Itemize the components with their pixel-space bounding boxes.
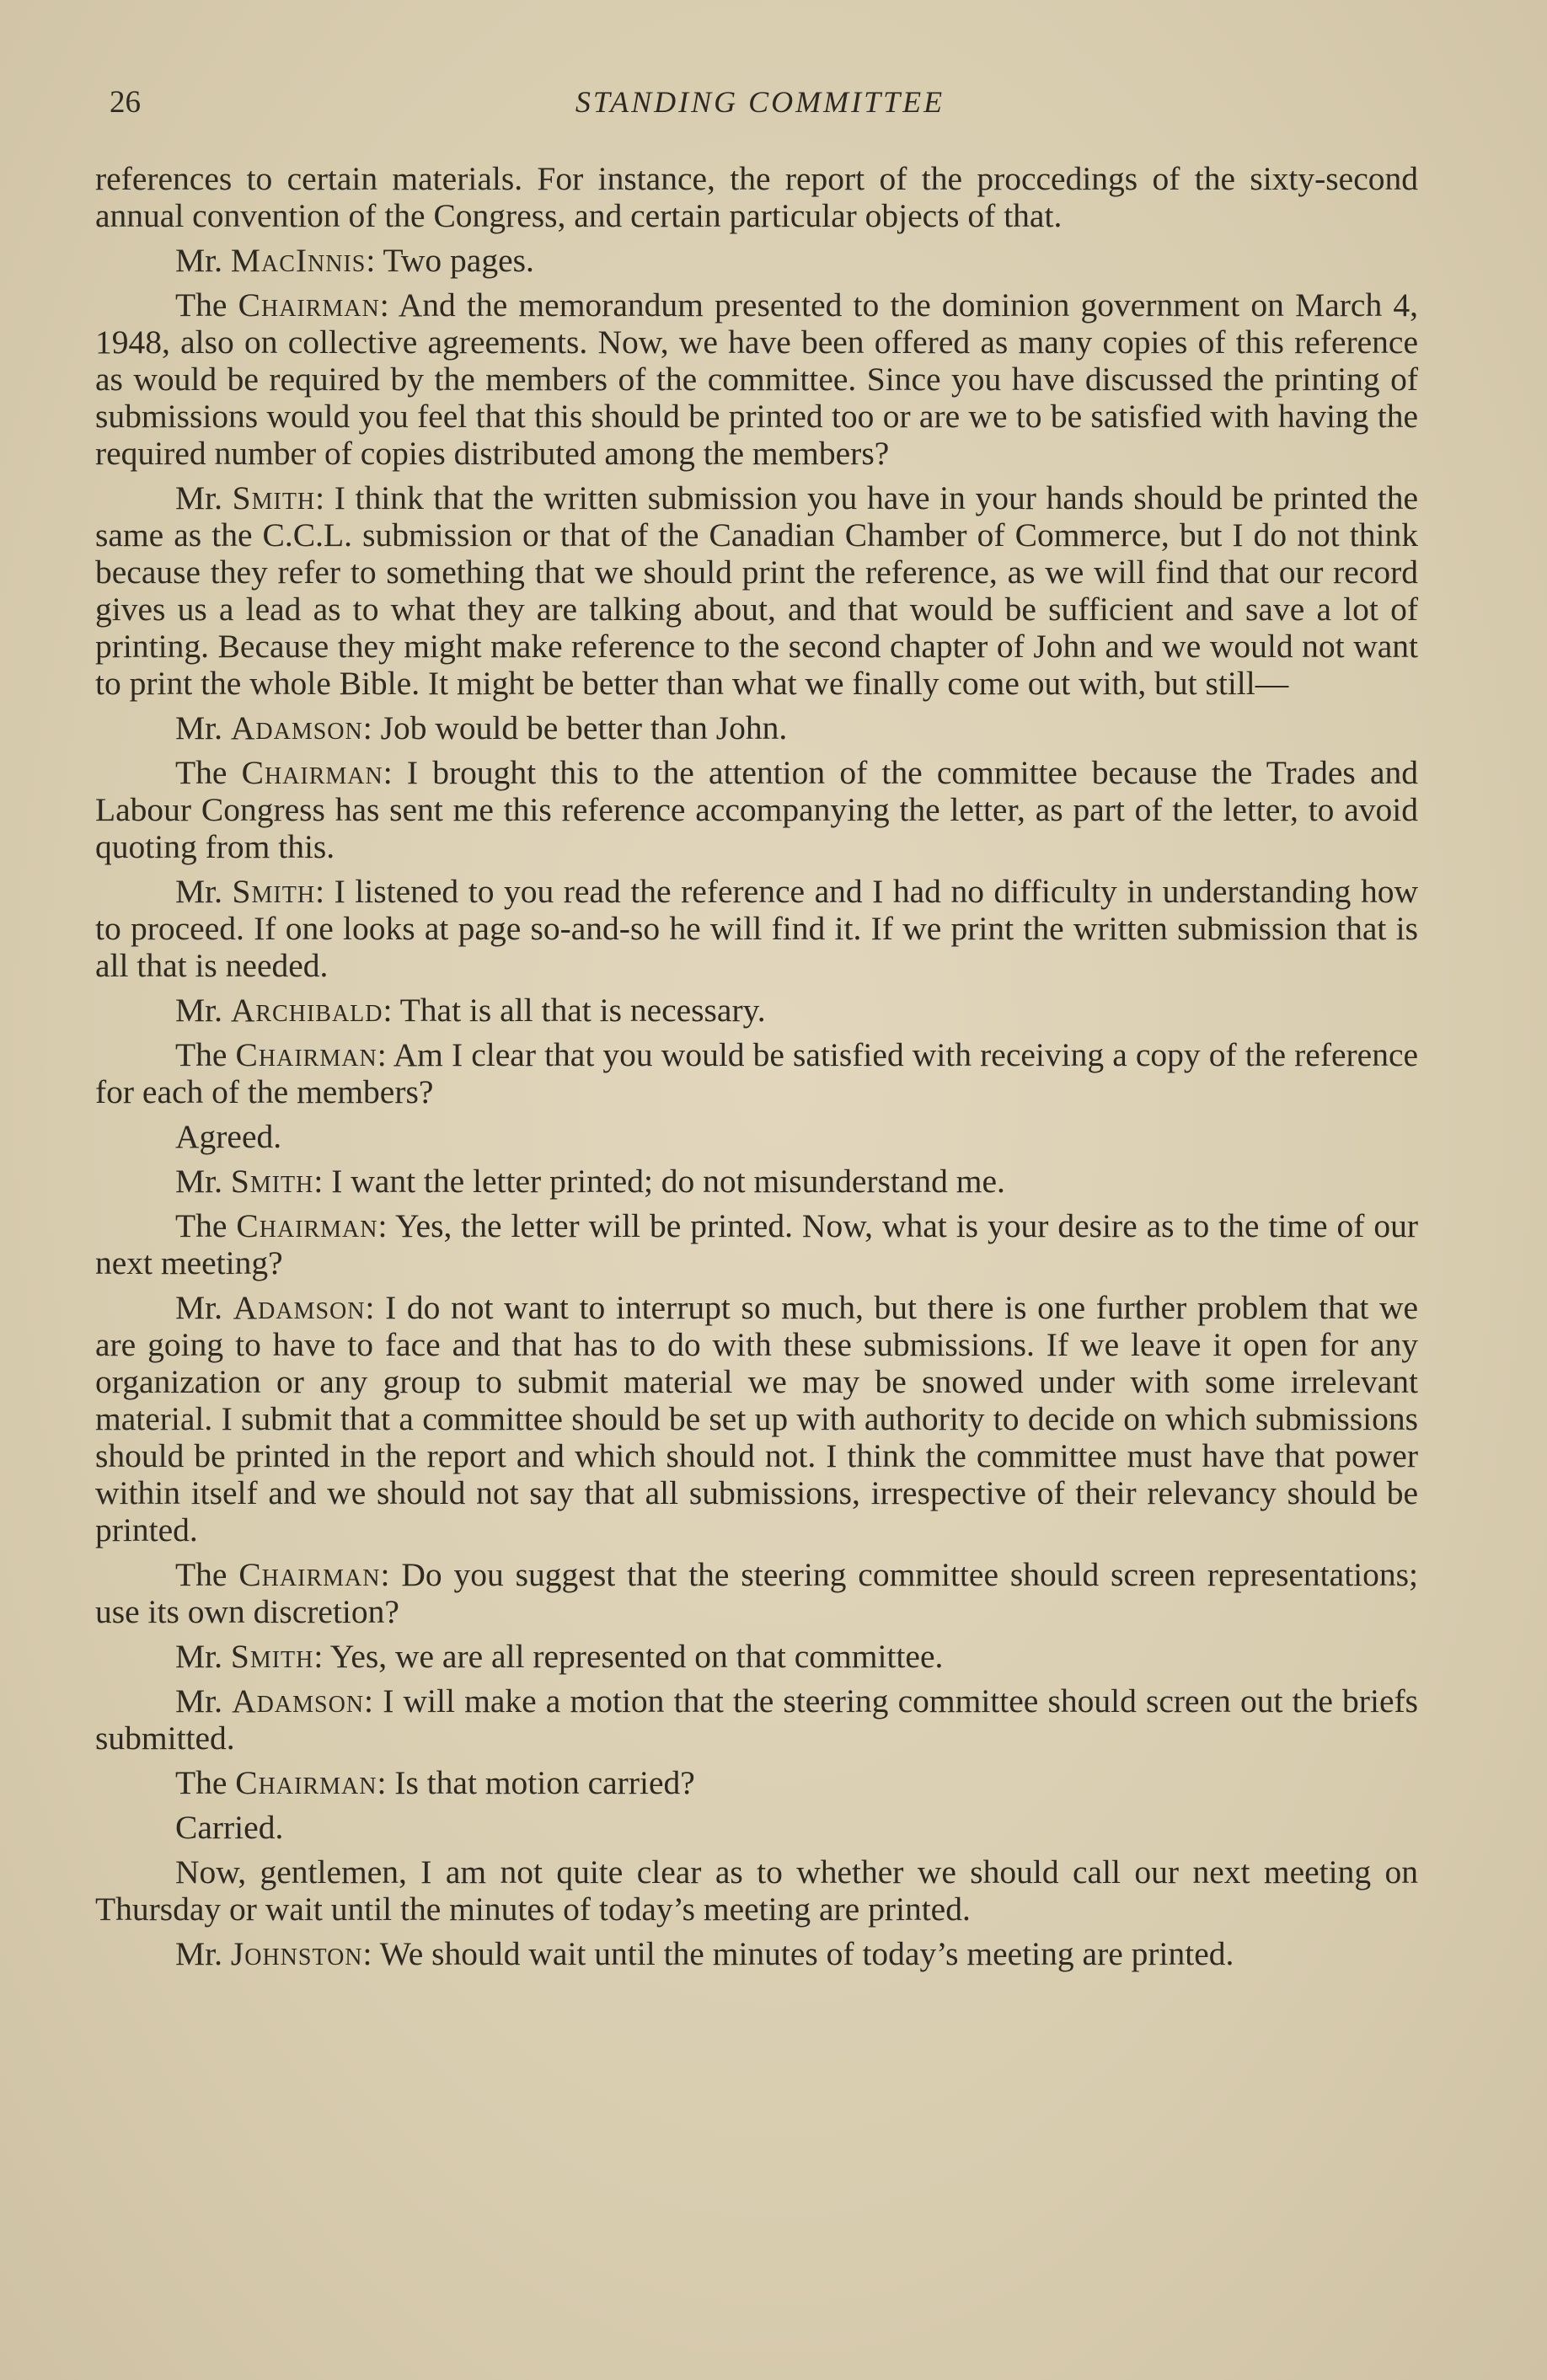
running-head: STANDING COMMITTEE [575,85,945,119]
paragraph: The Chairman: Do you suggest that the steering committee should screen representations; use its own discretion? [95,1556,1418,1630]
speaker-title: Mr. [175,479,222,516]
speaker-name: Archibald [230,992,383,1029]
paragraph: Mr. Smith: Yes, we are all represented on that committee. [175,1638,944,1675]
speaker-title: Mr. [175,1935,222,1972]
paragraph-text: Two pages. [383,242,534,279]
paragraph-text: I want the letter printed; do not misunderstand me. [331,1163,1005,1200]
speaker-title: Mr. [175,992,222,1029]
paragraph: Mr. Smith: I think that the written submission you have in your hands should be printed the same as the C.C.L. submission or that of the Canadian Chamber of Commerce, but I do not think because they refer to something that we should print the reference, as we will find that our record gives us a lead as to what they are talking about, and that would be sufficient and save a lot of printing. Because they might make reference to the second chapter of John and we would not want to print the whole Bible. It might be better than what we finally come out with, but still— [95,479,1418,702]
speaker-name: Smith [232,873,316,910]
speaker-title: The [175,1556,228,1593]
paragraph-text: Job would be better than John. [380,709,788,746]
paragraph-text: That is all that is necessary. [399,992,766,1029]
page-number: 26 [110,85,141,120]
paragraph [95,160,1418,234]
speaker-name: Chairman [241,754,383,791]
paragraph-text: Do you suggest that the steering committee should screen representations; use its own discretion? [95,1556,1418,1630]
speaker-name: MacInnis [230,242,367,279]
paragraph [95,1809,1418,1846]
paragraph [95,1118,1418,1155]
paragraph: The Chairman: And the memorandum presented to the dominion government on March 4, 1948, also on collective agreements. Now, we have been offered as many copies of this reference as would be required by the members of the committee. Since you have discussed the printing of submissions would you feel that this should be printed too or are we to be satisfied with having the required number of copies distributed among the members? [95,286,1419,472]
paragraph-text: Yes, the letter will be printed. Now, what is your desire as to the time of our next meeting? [95,1207,1419,1281]
paragraph-text: Is that motion carried? [394,1764,695,1801]
paragraph-text: Agreed. [175,1118,282,1155]
paragraph-text: I will make a motion that the steering committee should screen out the briefs submitted. [95,1682,1418,1757]
paragraph: The Chairman: I brought this to the attention of the committee because the Trades and Labour Congress has sent me this reference accompanying the letter, as part of the letter, to avoid quoting from this. [95,754,1418,865]
paragraph: The Chairman: Am I clear that you would be satisfied with receiving a copy of the reference for each of the members? [95,1036,1419,1110]
speaker-name: Johnston [230,1935,363,1972]
paragraph-text: And the memorandum presented to the dominion government on March 4, 1948, also on collective agreements. Now, we have been offered as many copies of this reference as would be required by the members of the committee. Since you have discussed the printing of submissions would you feel that this should be printed too or are we to be satisfied with having the required number of copies distributed among the members? [95,286,1419,472]
speaker-title: The [175,1036,228,1073]
paragraph-text: I think that the written submission you have in your hands should be printed the same as the C.C.L. submission or that of the Canadian Chamber of Commerce, but I do not think because they refer to something that we should print the reference, as we will find that our record gives us a lead as to what they are talking about, and that would be sufficient and save a lot of printing. Because they might make reference to the second chapter of John and we would not want to print the whole Bible. It might be better than what we finally come out with, but still— [95,479,1418,702]
speaker-name: Chairman [235,1764,377,1801]
speaker-title: Mr. [175,242,222,279]
speaker-title: The [175,1764,228,1801]
speaker-title: Mr. [175,1682,222,1719]
paragraph-text: references to certain materials. For instance, the report of the proccedings of the sixty-second annual convention of the Congress, and certain particular objects of that. [95,160,1418,234]
speaker-name: Smith [230,1163,314,1200]
speaker-name: Chairman [238,1556,381,1593]
paragraph-text: Yes, we are all represented on that committee. [329,1638,944,1675]
paragraph-text: I listened to you read the reference and I had no difficulty in understanding how to proceed. If one looks at page so-and-so he will find it. If we print the written submission that is all that is needed. [95,873,1418,984]
paragraph: Mr. Archibald: That is all that is necessary. [175,992,766,1029]
speaker-title: The [175,1207,228,1244]
speaker-name: Chairman [238,286,380,324]
speaker-name: Adamson [233,1289,366,1326]
speaker-name: Smith [230,1638,314,1675]
speaker-name: Adamson [230,709,363,746]
speaker-title: Mr. [175,873,222,910]
speaker-title: Mr. [175,1163,222,1200]
paragraph: Mr. Adamson: I do not want to interrupt so much, but there is one further problem that we are going to have to face and that has to do with these submissions. If we leave it open for any organization or any group to submit material we may be snowed under with some irrelevant material. I submit that a committee should be set up with authority to decide on which submissions should be printed in the report and which should not. I think the committee must have that power within itself and we should not say that all submissions, irrespective of their relevancy should be printed. [95,1289,1419,1548]
speaker-name: Smith [232,479,316,516]
body-text [95,160,1418,1980]
paragraph-text: I brought this to the attention of the committee because the Trades and Labour Congress has sent me this reference accompanying the letter, as part of the letter, to avoid quoting from this. [95,754,1418,865]
paragraph: Mr. Smith: I want the letter printed; do not misunderstand me. [175,1163,1005,1200]
paragraph: Mr. Johnston: We should wait until the minutes of today’s meeting are printed. [175,1935,1234,1972]
paragraph: The Chairman: Yes, the letter will be printed. Now, what is your desire as to the time of our next meeting? [95,1207,1419,1281]
paragraph-text: Now, gentlemen, I am not quite clear as to whether we should call our next meeting on Thursday or wait until the minutes of today’s meeting are printed. [95,1853,1418,1928]
paragraph: The Chairman: Is that motion carried? [175,1764,695,1801]
speaker-title: Mr. [175,1289,222,1326]
paragraph-text: We should wait until the minutes of today’s meeting are printed. [379,1935,1234,1972]
paragraph-text: Am I clear that you would be satisfied with receiving a copy of the reference for each of the members? [95,1036,1419,1110]
speaker-title: The [175,754,228,791]
paragraph: Mr. Smith: I listened to you read the reference and I had no difficulty in understanding how to proceed. If one looks at page so-and-so he will find it. If we print the written submission that is all that is needed. [95,873,1418,984]
speaker-name: Chairman [236,1207,378,1244]
paragraph [95,1853,1418,1928]
paragraph-text: Carried. [175,1809,284,1846]
speaker-title: Mr. [175,709,222,746]
paragraph: Mr. Adamson: I will make a motion that the steering committee should screen out the briefs submitted. [95,1682,1418,1757]
speaker-title: The [175,286,228,324]
paragraph: Mr. MacInnis: Two pages. [175,242,534,279]
paragraph: Mr. Adamson: Job would be better than John. [175,709,788,746]
paragraph-text: I do not want to interrupt so much, but there is one further problem that we are going to have to face and that has to do with these submissions. If we leave it open for any organization or any group to submit material we may be snowed under with some irrelevant material. I submit that a committee should be set up with authority to decide on which submissions should be printed in the report and which should not. I think the committee must have that power within itself and we should not say that all submissions, irrespective of their relevancy should be printed. [95,1289,1419,1548]
speaker-title: Mr. [175,1638,222,1675]
speaker-name: Adamson [232,1682,365,1719]
page-header [99,84,1421,135]
speaker-name: Chairman [235,1036,377,1073]
